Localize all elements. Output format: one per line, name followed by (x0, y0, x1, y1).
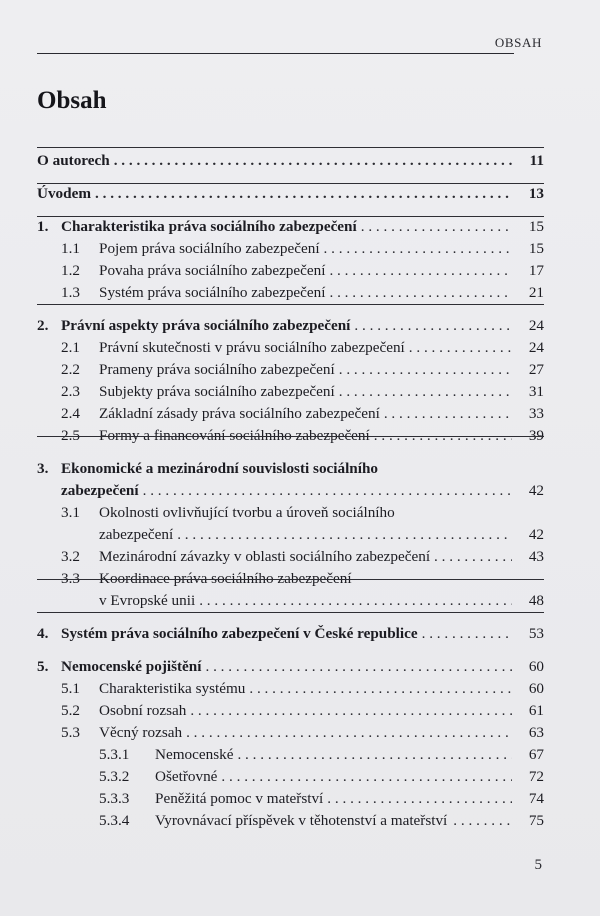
divider (37, 216, 544, 217)
toc-section-2-5[interactable]: 2.5 Formy a financování sociálního zabezpečení . . . 39 (37, 425, 544, 447)
divider (37, 612, 544, 613)
toc-section-5-1[interactable]: 5.1 Charakteristika systému . . . 60 (37, 678, 544, 700)
toc-section-5-3[interactable]: 5.3 Věcný rozsah . . . 63 (37, 722, 544, 744)
page-number: 5 (534, 857, 542, 873)
toc-chapter-3[interactable]: 3. Ekonomické a mezinárodní souvislosti sociálního (37, 460, 379, 477)
toc-section-1-3[interactable]: 1.3 Systém práva sociálního zabezpečení . . . 21 (37, 282, 544, 304)
toc-subsection-5-3-2[interactable]: 5.3.2 Ošetřovné . . . 72 (37, 766, 544, 788)
toc-section-2-4[interactable]: 2.4 Základní zásady práva sociálního zabezpečení . . . 33 (37, 403, 544, 425)
toc-section-2-2[interactable]: 2.2 Prameny práva sociálního zabezpečení . . . 27 (37, 359, 544, 381)
divider (37, 436, 544, 437)
toc-entry-uvodem[interactable]: Úvodem . . . 13 (37, 183, 544, 205)
toc-section-3-3[interactable]: 3.3 Koordinace práva sociálního zabezpečení (61, 570, 352, 587)
toc-section-1-2[interactable]: 1.2 Povaha práva sociálního zabezpečení . . . 17 (37, 260, 544, 282)
header-rule (37, 53, 514, 54)
toc-chapter-4[interactable]: 4. Systém práva sociálního zabezpečení v České republice . . . 53 (37, 623, 544, 645)
toc-section-3-1-continued[interactable]: zabezpečení . . . 42 (37, 524, 544, 546)
toc-subsection-5-3-4[interactable]: 5.3.4 Vyrovnávací příspěvek v těhotenství a mateřství . . . 75 (37, 810, 544, 832)
toc-section-2-1[interactable]: 2.1 Právní skutečnosti v právu sociálního zabezpečení . . . 24 (37, 337, 544, 359)
page-title: Obsah (37, 87, 107, 114)
divider (37, 147, 544, 148)
divider (37, 183, 544, 184)
toc-section-3-2[interactable]: 3.2 Mezinárodní závazky v oblasti sociálního zabezpečení . . . 43 (37, 546, 544, 568)
toc-section-2-3[interactable]: 2.3 Subjekty práva sociálního zabezpečení . . . 31 (37, 381, 544, 403)
toc-chapter-3-continued[interactable]: zabezpečení . . . 42 (37, 480, 544, 502)
toc-section-3-1[interactable]: 3.1 Okolnosti ovlivňující tvorbu a úroveň sociálního (61, 504, 395, 521)
toc-section-3-3-continued[interactable]: v Evropské unii . . . 48 (37, 590, 544, 612)
toc-chapter-5[interactable]: 5. Nemocenské pojištění . . . 60 (37, 656, 544, 678)
table-of-contents (37, 150, 544, 832)
running-head: OBSAH (494, 35, 542, 50)
divider (37, 304, 544, 305)
divider (37, 579, 544, 580)
toc-subsection-5-3-1[interactable]: 5.3.1 Nemocenské . . . 67 (37, 744, 544, 766)
toc-entry-o-autorech[interactable]: O autorech . . . 11 (37, 150, 544, 172)
toc-subsection-5-3-3[interactable]: 5.3.3 Peněžitá pomoc v mateřství . . . 74 (37, 788, 544, 810)
toc-chapter-1[interactable]: 1. Charakteristika práva sociálního zabezpečení . . . 15 (37, 216, 544, 238)
toc-chapter-2[interactable]: 2. Právní aspekty práva sociálního zabezpečení . . . 24 (37, 315, 544, 337)
toc-section-5-2[interactable]: 5.2 Osobní rozsah . . . 61 (37, 700, 544, 722)
toc-section-1-1[interactable]: 1.1 Pojem práva sociálního zabezpečení . . . 15 (37, 238, 544, 260)
